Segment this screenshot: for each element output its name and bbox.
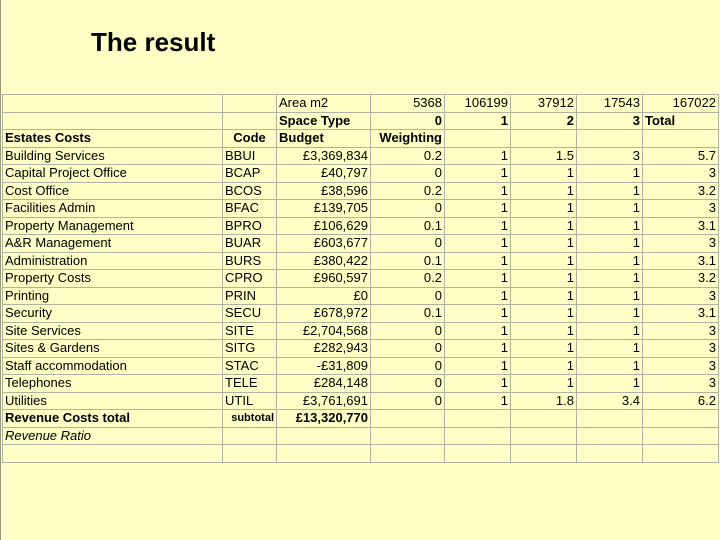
header-cell: 5368 [371,95,445,113]
budget-cell: £40,797 [277,165,371,183]
weighting-cell: 0 [371,235,445,253]
cost-name-cell: Printing [3,287,223,305]
header-cell [445,130,511,148]
space-type-2-cell: 1 [511,165,577,183]
cost-name-cell: Staff accommodation [3,357,223,375]
space-type-3-cell: 3.4 [577,392,643,410]
code-cell: PRIN [223,287,277,305]
header-cell: 0 [371,112,445,130]
budget-cell: £960,597 [277,270,371,288]
space-type-3-cell: 1 [577,252,643,270]
empty-cell [445,427,511,445]
space-type-2-cell: 1.8 [511,392,577,410]
empty-cell [223,445,277,463]
weighting-cell: 0 [371,357,445,375]
space-type-3-cell: 3 [577,147,643,165]
empty-cell [577,445,643,463]
weighting-cell: 0.1 [371,305,445,323]
header-cell: 17543 [577,95,643,113]
space-type-2-cell: 1 [511,287,577,305]
cost-name-cell: Building Services [3,147,223,165]
space-type-3-cell: 1 [577,375,643,393]
space-type-3-cell: 1 [577,200,643,218]
total-cell: 6.2 [643,392,719,410]
cost-name-cell: Sites & Gardens [3,340,223,358]
header-cell [511,130,577,148]
space-type-2-cell: 1 [511,217,577,235]
budget-cell: -£31,809 [277,357,371,375]
code-cell: BUAR [223,235,277,253]
space-type-2-cell: 1 [511,252,577,270]
estates-costs-table [2,94,719,463]
space-type-2-cell: 1 [511,235,577,253]
space-type-2-cell: 1 [511,357,577,375]
table-row [3,322,719,340]
cost-name-cell: Utilities [3,392,223,410]
total-label-cell: Revenue Costs total [3,410,223,428]
table-body [3,95,719,463]
cost-name-cell: Administration [3,252,223,270]
empty-cell [511,445,577,463]
space-type-3-cell: 1 [577,270,643,288]
empty-cell [643,445,719,463]
weighting-cell: 0 [371,200,445,218]
space-type-2-cell: 1 [511,270,577,288]
header-cell [3,95,223,113]
header-cell: Estates Costs [3,130,223,148]
table-row [3,340,719,358]
total-cell: 3 [643,235,719,253]
space-type-3-cell: 1 [577,235,643,253]
budget-cell: £603,677 [277,235,371,253]
total-cell: 3 [643,287,719,305]
weighting-cell: 0 [371,375,445,393]
code-cell: BCAP [223,165,277,183]
weighting-cell: 0 [371,165,445,183]
code-cell: SECU [223,305,277,323]
weighting-cell: 0 [371,322,445,340]
empty-cell [577,427,643,445]
code-cell: TELE [223,375,277,393]
space-type-1-cell: 1 [445,217,511,235]
header-cell [223,112,277,130]
header-cell [577,130,643,148]
space-type-1-cell: 1 [445,375,511,393]
code-cell: BBUI [223,147,277,165]
table-row [3,392,719,410]
table-row [3,217,719,235]
table-row [3,147,719,165]
cost-name-cell: Site Services [3,322,223,340]
weighting-cell: 0.2 [371,182,445,200]
empty-cell [511,410,577,428]
empty-row [3,445,719,463]
table-row [3,270,719,288]
space-type-1-cell: 1 [445,305,511,323]
ratio-label-cell: Revenue Ratio [3,427,223,445]
slide-left-border [0,0,1,540]
budget-cell: £139,705 [277,200,371,218]
header-cell [643,130,719,148]
space-type-2-cell: 1 [511,200,577,218]
weighting-cell: 0 [371,340,445,358]
total-cell: 3 [643,165,719,183]
code-cell: BFAC [223,200,277,218]
space-type-2-cell: 1.5 [511,147,577,165]
space-type-1-cell: 1 [445,322,511,340]
total-cell: 3 [643,357,719,375]
cost-name-cell: Telephones [3,375,223,393]
empty-cell [371,427,445,445]
code-cell: SITG [223,340,277,358]
budget-cell: £38,596 [277,182,371,200]
header-cell: Area m2 [277,95,371,113]
total-cell: 3 [643,322,719,340]
space-type-3-cell: 1 [577,165,643,183]
space-type-1-cell: 1 [445,252,511,270]
empty-cell [643,410,719,428]
space-type-1-cell: 1 [445,165,511,183]
space-type-1-cell: 1 [445,147,511,165]
total-cell: 3.2 [643,182,719,200]
weighting-cell: 0.2 [371,270,445,288]
slide-title: The result [91,27,216,57]
space-type-3-cell: 1 [577,305,643,323]
weighting-cell: 0.1 [371,252,445,270]
total-cell: 3.1 [643,217,719,235]
space-type-1-cell: 1 [445,340,511,358]
header-cell: 167022 [643,95,719,113]
total-cell: 3 [643,200,719,218]
code-cell: BPRO [223,217,277,235]
code-cell: STAC [223,357,277,375]
space-type-1-cell: 1 [445,200,511,218]
code-cell: BURS [223,252,277,270]
table-row [3,200,719,218]
table-row [3,165,719,183]
total-cell: 3.2 [643,270,719,288]
table-row [3,305,719,323]
empty-cell [371,445,445,463]
header-cell: 1 [445,112,511,130]
ratio-row [3,427,719,445]
space-type-3-cell: 1 [577,340,643,358]
empty-cell [643,427,719,445]
budget-cell: £0 [277,287,371,305]
budget-cell: £3,761,691 [277,392,371,410]
total-budget-cell: £13,320,770 [277,410,371,428]
table-header-row [3,130,719,148]
space-type-2-cell: 1 [511,340,577,358]
code-cell: BCOS [223,182,277,200]
space-type-1-cell: 1 [445,270,511,288]
cost-name-cell: A&R Management [3,235,223,253]
total-cell: 3.1 [643,252,719,270]
header-cell: 106199 [445,95,511,113]
budget-cell: £2,704,568 [277,322,371,340]
weighting-cell: 0.2 [371,147,445,165]
header-cell [223,95,277,113]
space-type-3-cell: 1 [577,182,643,200]
space-type-2-cell: 1 [511,305,577,323]
subtotal-cell: subtotal [223,410,277,428]
table-header-row [3,95,719,113]
cost-name-cell: Security [3,305,223,323]
table-row [3,287,719,305]
cost-name-cell: Facilities Admin [3,200,223,218]
space-type-2-cell: 1 [511,182,577,200]
space-type-1-cell: 1 [445,182,511,200]
cost-name-cell: Capital Project Office [3,165,223,183]
weighting-cell: 0.1 [371,217,445,235]
space-type-3-cell: 1 [577,287,643,305]
empty-cell [445,445,511,463]
table-row [3,252,719,270]
table-row [3,235,719,253]
header-cell: Total [643,112,719,130]
space-type-1-cell: 1 [445,287,511,305]
table-row [3,375,719,393]
total-cell: 3.1 [643,305,719,323]
header-cell: Budget [277,130,371,148]
space-type-2-cell: 1 [511,375,577,393]
empty-cell [445,410,511,428]
code-cell: SITE [223,322,277,340]
total-row [3,410,719,428]
cost-name-cell: Property Costs [3,270,223,288]
empty-cell [277,445,371,463]
table-row [3,357,719,375]
table-row [3,182,719,200]
total-cell: 3 [643,375,719,393]
empty-cell [511,427,577,445]
budget-cell: £284,148 [277,375,371,393]
budget-cell: £106,629 [277,217,371,235]
space-type-1-cell: 1 [445,357,511,375]
header-cell: Weighting [371,130,445,148]
space-type-1-cell: 1 [445,392,511,410]
header-cell: 3 [577,112,643,130]
empty-cell [577,410,643,428]
space-type-3-cell: 1 [577,217,643,235]
weighting-cell: 0 [371,287,445,305]
empty-cell [3,445,223,463]
space-type-1-cell: 1 [445,235,511,253]
weighting-cell: 0 [371,392,445,410]
header-cell: 37912 [511,95,577,113]
header-cell: Space Type [277,112,371,130]
budget-cell: £3,369,834 [277,147,371,165]
code-cell: CPRO [223,270,277,288]
code-cell: UTIL [223,392,277,410]
empty-cell [371,410,445,428]
header-cell [3,112,223,130]
cost-name-cell: Property Management [3,217,223,235]
total-cell: 5.7 [643,147,719,165]
empty-cell [277,427,371,445]
space-type-2-cell: 1 [511,322,577,340]
header-cell: Code [223,130,277,148]
space-type-3-cell: 1 [577,357,643,375]
budget-cell: £678,972 [277,305,371,323]
budget-cell: £282,943 [277,340,371,358]
cost-name-cell: Cost Office [3,182,223,200]
table-header-row [3,112,719,130]
budget-cell: £380,422 [277,252,371,270]
space-type-3-cell: 1 [577,322,643,340]
total-cell: 3 [643,340,719,358]
empty-cell [223,427,277,445]
header-cell: 2 [511,112,577,130]
